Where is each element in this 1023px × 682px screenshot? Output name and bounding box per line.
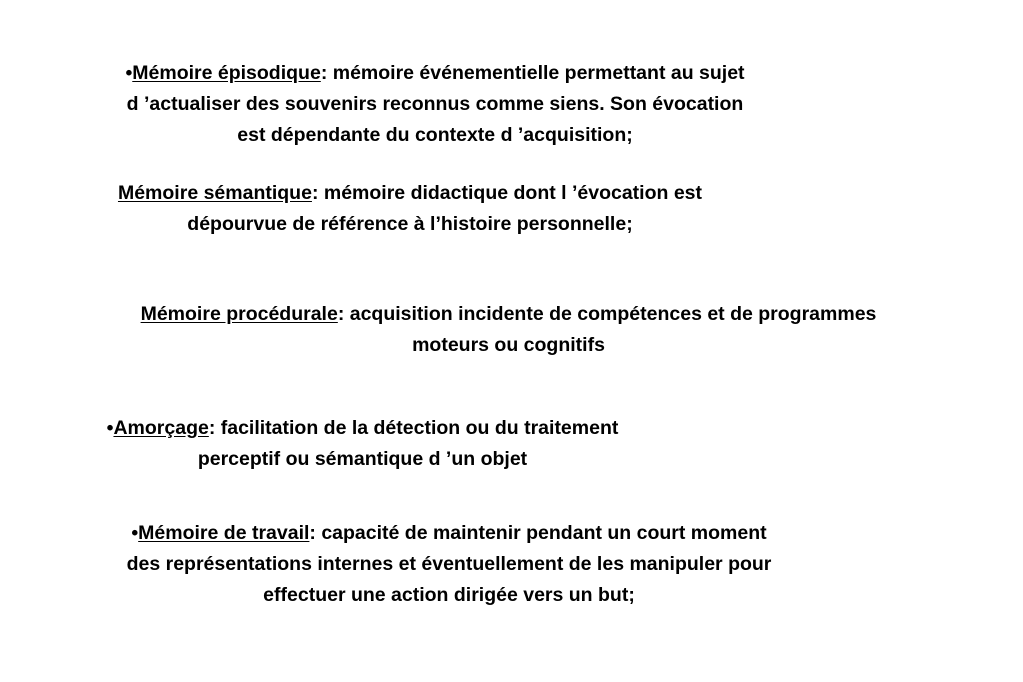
definition-text: : mémoire didactique dont l ’évocation est [311,182,703,204]
term-label: Amorçage [113,417,209,439]
definition-procedural-memory [30,299,987,361]
term-label: Mémoire sémantique [117,182,312,204]
term-label: Mémoire procédurale [140,303,338,325]
definition-text: : acquisition incidente de compétences et de programmes [337,303,877,325]
definition-line: dépourvue de référence à l’histoire personnelle; [187,213,633,235]
definition-text: : mémoire événementielle permettant au sujet [320,62,745,84]
definition-line [30,413,695,444]
definition-priming [30,413,695,475]
definition-line [30,58,840,89]
term-label: Mémoire de travail [138,522,310,544]
definition-line: moteurs ou cognitifs [412,334,605,356]
definition-line: effectuer une action dirigée vers un but; [263,584,635,606]
bullet: • [106,417,114,439]
definition-line [30,299,987,330]
definition-line: d ’actualiser des souvenirs reconnus comme siens. Son évocation [126,93,744,115]
definition-line: perceptif ou sémantique d ’un objet [197,448,528,470]
definition-episodic-memory [30,58,840,151]
term-label: Mémoire épisodique [132,62,321,84]
bullet: • [125,62,133,84]
definition-text: : capacité de maintenir pendant un court moment [309,522,767,544]
bullet: • [131,522,139,544]
definition-working-memory [30,518,868,611]
definition-line [30,178,790,209]
definition-line: des représentations internes et éventuellement de les manipuler pour [126,553,772,575]
definition-semantic-memory [30,178,790,240]
definition-line [30,518,868,549]
definition-text: : facilitation de la détection ou du traitement [208,417,619,439]
definition-line: est dépendante du contexte d ’acquisition; [237,124,633,146]
